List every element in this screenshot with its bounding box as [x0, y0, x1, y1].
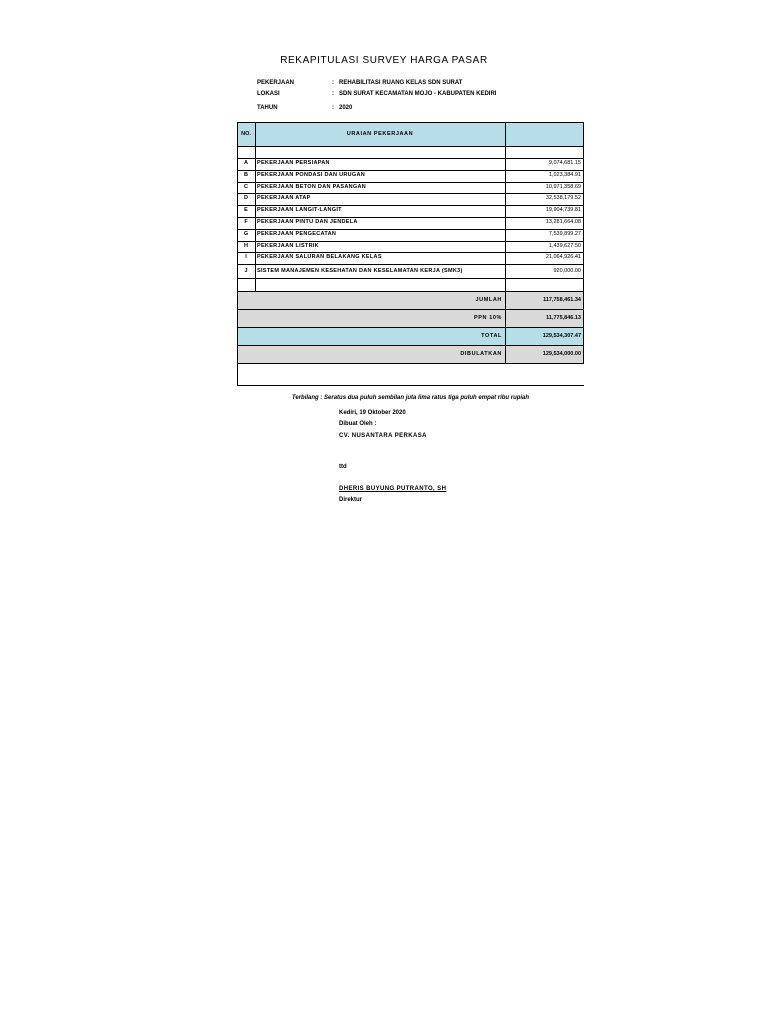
row-description: SISTEM MANAJEMEN KESEHATAN DAN KESELAMATAN KERJA (SMK3) — [257, 268, 463, 275]
row-no: A — [244, 160, 248, 166]
table-gridline — [237, 158, 584, 159]
row-description: PEKERJAAN LANGIT-LANGIT — [257, 207, 342, 214]
row-no: D — [244, 195, 248, 202]
row-value: 7,539,899.27 — [548, 230, 581, 237]
signature-company: CV. NUSANTARA PERKASA — [339, 433, 427, 439]
table-gridline — [505, 122, 506, 363]
header-value — [505, 122, 584, 146]
meta-separator: : — [332, 80, 334, 86]
total-value: 129,534,000.00 — [542, 351, 581, 358]
table-gridline — [237, 345, 584, 346]
table-gridline — [237, 205, 584, 206]
meta-label: TAHUN — [257, 105, 278, 111]
signature-made-by: Dibuat Oleh : — [339, 421, 377, 427]
row-description: PEKERJAAN PENGECATAN — [257, 230, 337, 237]
total-label: PPN 10% — [473, 315, 502, 322]
row-value: 1,439,627.50 — [548, 242, 581, 249]
row-value: 1,023,384.91 — [548, 171, 581, 178]
row-description: PEKERJAAN PONDASI DAN URUGAN — [257, 171, 366, 178]
table-gridline — [237, 217, 584, 218]
row-value: 10,971,358.69 — [545, 183, 581, 190]
table-gridline — [237, 363, 584, 364]
meta-label: PEKERJAAN — [257, 80, 295, 86]
row-description: PEKERJAAN LISTRIK — [257, 242, 319, 249]
row-value: 21,064,926.41 — [545, 254, 581, 261]
signature-ttd: ttd — [339, 464, 347, 470]
row-value: 19,904,739.81 — [545, 207, 581, 214]
table-gridline — [237, 385, 584, 386]
header-description: URAIAN PEKERJAAN — [346, 131, 414, 137]
total-value: 11,775,846.13 — [546, 315, 581, 322]
table-gridline — [237, 309, 584, 310]
document-title: REKAPITULASI SURVEY HARGA PASAR — [280, 55, 488, 66]
table-gridline — [237, 327, 584, 328]
meta-value: REHABILITASI RUANG KELAS SDN SURAT — [339, 80, 463, 86]
meta-value: 2020 — [339, 105, 353, 111]
table-gridline — [255, 122, 256, 291]
total-label: JUMLAH — [475, 297, 502, 304]
row-description: PEKERJAAN BETON DAN PASANGAN — [257, 183, 367, 190]
row-no: H — [244, 242, 248, 249]
table-gridline — [237, 146, 584, 147]
row-no: B — [244, 171, 248, 178]
signature-name: DHERIS BUYUNG PUTRANTO, SH — [339, 486, 447, 492]
total-label: DIBULATKAN — [460, 351, 502, 358]
row-no: G — [243, 230, 249, 237]
table-gridline — [237, 182, 584, 183]
table-gridline — [237, 170, 584, 171]
meta-value: SDN SURAT KECAMATAN MOJO - KABUPATEN KEDIRI — [339, 91, 497, 97]
row-no: C — [244, 183, 248, 190]
row-description: PEKERJAAN PINTU DAN JENDELA — [257, 219, 358, 225]
row-description: PEKERJAAN SALURAN BELAKANG KELAS — [257, 254, 382, 261]
table-gridline — [237, 241, 584, 242]
recap-table — [237, 122, 584, 385]
row-no: J — [244, 268, 248, 275]
total-value: 129,534,307.47 — [542, 333, 581, 340]
total-label: TOTAL — [481, 333, 502, 340]
row-no: I — [245, 254, 247, 261]
row-value: 9,074,681.15 — [548, 160, 581, 166]
row-no: E — [244, 207, 248, 214]
table-gridline — [237, 193, 584, 194]
meta-separator: : — [332, 91, 334, 97]
row-value: 920,000.00 — [553, 268, 581, 275]
row-value: 32,538,179.52 — [545, 195, 581, 202]
table-gridline — [237, 363, 238, 385]
table-gridline — [237, 278, 584, 279]
table-gridline — [237, 122, 584, 123]
row-value: 13,281,664.08 — [545, 219, 581, 225]
row-no: F — [244, 219, 248, 225]
signature-position: Direktur — [339, 497, 363, 503]
table-gridline — [237, 229, 584, 230]
row-description: PEKERJAAN PERSIAPAN — [257, 160, 330, 166]
table-gridline — [237, 264, 584, 265]
meta-separator: : — [332, 105, 334, 111]
table-gridline — [237, 252, 584, 253]
table-gridline — [237, 291, 584, 292]
terbilang-text: Terbilang : Seratus dua puluh sembilan juta lima ratus tiga puluh empat ribu rupiah — [291, 395, 530, 401]
header-no: NO. — [241, 131, 251, 137]
meta-label: LOKASI — [257, 91, 280, 97]
row-description: PEKERJAAN ATAP — [257, 195, 311, 202]
total-value: 117,758,461.34 — [543, 297, 581, 304]
signature-place-date: Kediri, 19 Oktober 2020 — [339, 410, 406, 416]
